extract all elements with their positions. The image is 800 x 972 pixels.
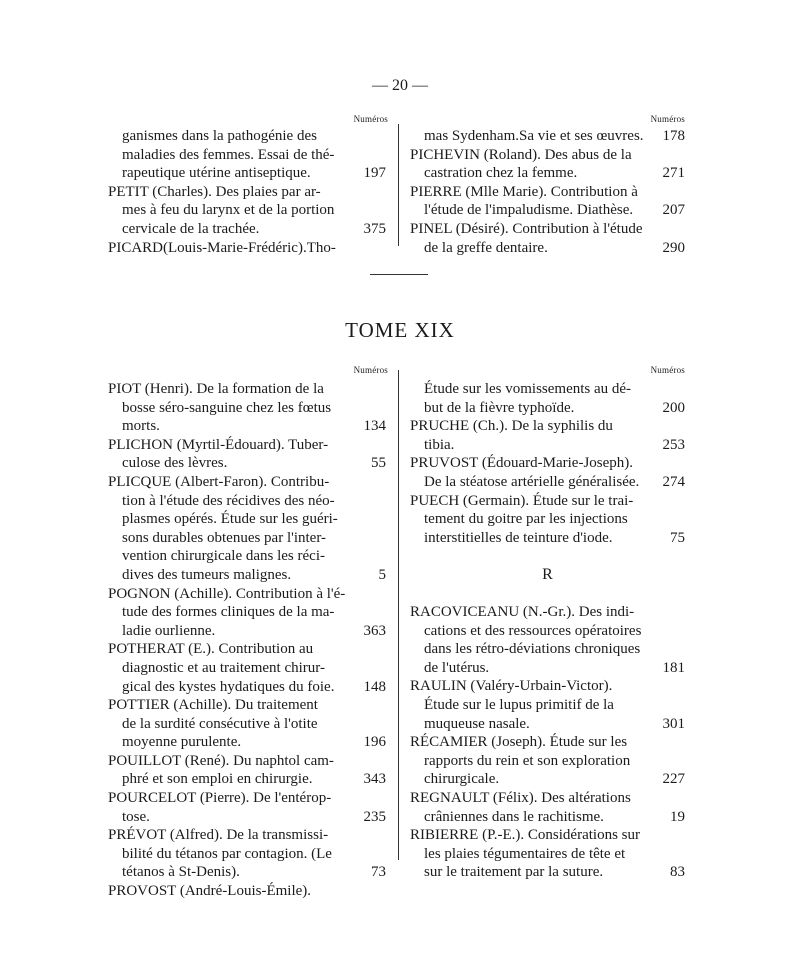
column-divider-main <box>398 370 399 860</box>
entry-number: 83 <box>670 864 685 881</box>
index-column-right-p <box>410 380 685 547</box>
entry-line: plasmes opérés. Étude sur les guéri- <box>122 511 338 528</box>
entry-line: RÉCAMIER (Joseph). Étude sur les <box>410 734 628 751</box>
entry-line: rapeutique utérine antiseptique. <box>122 165 311 182</box>
entry-line: PETIT (Charles). Des plaies par ar- <box>108 183 321 200</box>
entry-line: PLICQUE (Albert-Faron). Contribu- <box>108 473 330 490</box>
entry-number: 55 <box>371 455 386 472</box>
entry-number: 253 <box>662 436 685 453</box>
entry-line: PLICHON (Myrtil-Édouard). Tuber- <box>108 436 329 453</box>
section-separator <box>370 274 428 275</box>
entry-line: cations et des ressources opératoires <box>424 622 642 639</box>
entry-line: culose des lèvres. <box>122 455 228 472</box>
entry-line: tose. <box>122 808 150 825</box>
entry-number: 75 <box>670 529 685 546</box>
entry-line: cervicale de la trachée. <box>122 220 260 237</box>
entry-line: maladies des femmes. Essai de thé- <box>122 146 335 163</box>
entry-line: PRÉVOT (Alfred). De la transmissi- <box>108 827 329 844</box>
index-entry <box>108 826 386 882</box>
index-entry <box>410 603 685 677</box>
entry-line: dans les rétro-déviations chroniques <box>424 641 641 658</box>
entry-line: RIBIERRE (P.-E.). Considérations sur <box>410 827 640 844</box>
entry-line: PRUVOST (Édouard-Marie-Joseph). <box>410 455 634 472</box>
entry-line: morts. <box>122 418 160 435</box>
entry-line: PIOT (Henri). De la formation de la <box>108 381 324 397</box>
index-entry <box>410 492 685 548</box>
entry-number: 19 <box>670 808 685 825</box>
index-entry <box>108 752 386 789</box>
entry-line: moyenne purulente. <box>122 734 242 751</box>
entry-line: dives des tumeurs malignes. <box>122 566 292 583</box>
index-entry <box>108 127 386 183</box>
entry-line: POURCELOT (Pierre). De l'entérop- <box>108 790 332 807</box>
index-entry <box>108 380 386 436</box>
entry-line: tétanos à St-Denis). <box>122 864 240 881</box>
entry-line: les plaies tégumentaires de tête et <box>424 845 626 862</box>
index-entry <box>410 733 685 789</box>
index-column-right-r <box>410 603 685 882</box>
index-entry <box>108 789 386 826</box>
index-column-top-left <box>108 127 386 257</box>
index-entry <box>108 239 386 258</box>
index-entry <box>410 677 685 733</box>
index-entry <box>108 696 386 752</box>
entry-line: diagnostic et au traitement chirur- <box>122 659 325 676</box>
entry-line: sons durables obtenues par l'inter- <box>122 529 327 546</box>
index-entry <box>108 473 386 585</box>
entry-line: PROVOST (André-Louis-Émile). <box>108 883 312 900</box>
entry-line: ladie ourlienne. <box>122 622 216 639</box>
entry-number: 235 <box>363 808 386 825</box>
page-number: — 20 — <box>372 77 428 94</box>
entry-line: De la stéatose artérielle généralisée. <box>424 473 640 490</box>
index-entry <box>410 380 685 417</box>
entry-line: tude des formes cliniques de la ma- <box>122 604 335 621</box>
numeros-header-top-right: Numéros <box>650 114 685 124</box>
index-entry <box>108 585 386 641</box>
entry-line: PUECH (Germain). Étude sur le trai- <box>410 492 634 509</box>
index-entry <box>410 127 685 146</box>
entry-line: bilité du tétanos par contagion. (Le <box>122 845 332 862</box>
tome-title: TOME XIX <box>345 318 455 342</box>
section-letter-r: R <box>542 566 553 583</box>
entry-line: PICARD(Louis-Marie-Frédéric).Tho- <box>108 239 336 256</box>
index-entry <box>108 882 386 901</box>
entry-line: castration chez la femme. <box>424 165 578 182</box>
entry-number: 148 <box>363 678 386 695</box>
entry-line: tion à l'étude des récidives des néo- <box>122 492 335 509</box>
index-entry <box>108 640 386 696</box>
entry-number: 5 <box>378 566 386 583</box>
index-column-left <box>108 380 386 901</box>
entry-number: 181 <box>662 659 685 676</box>
entry-line: crâniennes dans le rachitisme. <box>424 808 604 825</box>
entry-number: 290 <box>662 239 685 256</box>
entry-number: 343 <box>363 771 386 788</box>
entry-line: bosse séro-sanguine chez les fœtus <box>122 399 332 416</box>
entry-number: 197 <box>363 165 386 182</box>
entry-line: de la greffe dentaire. <box>424 239 548 256</box>
index-entry <box>410 146 685 183</box>
entry-line: Étude sur les vomissements au dé- <box>424 381 632 397</box>
entry-line: vention chirurgicale dans les réci- <box>122 548 325 565</box>
entry-number: 134 <box>363 418 386 435</box>
entry-line: but de la fièvre typhoïde. <box>424 399 575 416</box>
entry-line: phré et son emploi en chirurgie. <box>122 771 313 788</box>
entry-line: interstitielles de teinture d'iode. <box>424 529 613 546</box>
entry-line: PIERRE (Mlle Marie). Contribution à <box>410 183 638 200</box>
entry-line: sur le traitement par la suture. <box>424 864 604 881</box>
entry-line: POTHERAT (E.). Contribution au <box>108 641 314 658</box>
entry-line: REGNAULT (Félix). Des altérations <box>410 789 631 806</box>
entry-line: PRUCHE (Ch.). De la syphilis du <box>410 418 613 435</box>
entry-line: gical des kystes hydatiques du foie. <box>122 678 335 695</box>
numeros-header-top-left: Numéros <box>353 114 388 124</box>
entry-line: l'étude de l'impaludisme. Diathèse. <box>424 202 634 219</box>
index-entry <box>108 436 386 473</box>
entry-line: PICHEVIN (Roland). Des abus de la <box>410 146 632 163</box>
entry-number: 363 <box>363 622 386 639</box>
entry-number: 375 <box>363 220 386 237</box>
entry-line: mes à feu du larynx et de la portion <box>122 202 335 219</box>
numeros-header-left: Numéros <box>353 365 388 375</box>
entry-line: rapports du rein et son exploration <box>424 752 631 769</box>
entry-line: de l'utérus. <box>424 659 490 676</box>
index-entry <box>410 183 685 220</box>
entry-line: RAULIN (Valéry-Urbain-Victor). <box>410 678 613 695</box>
entry-line: de la surdité consécutive à l'otite <box>122 715 318 732</box>
entry-number: 178 <box>662 128 685 144</box>
entry-line: POUILLOT (René). Du naphtol cam- <box>108 752 334 769</box>
index-entry <box>410 826 685 882</box>
entry-line: POGNON (Achille). Contribution à l'é- <box>108 585 346 602</box>
numeros-header-right: Numéros <box>650 365 685 375</box>
index-entry <box>108 183 386 239</box>
entry-number: 73 <box>371 864 386 881</box>
entry-number: 301 <box>662 715 685 732</box>
entry-line: POTTIER (Achille). Du traitement <box>108 697 318 714</box>
index-entry <box>410 454 685 491</box>
entry-line: ganismes dans la pathogénie des <box>122 128 317 144</box>
entry-line: chirurgicale. <box>424 771 500 788</box>
entry-number: 271 <box>662 165 685 182</box>
column-divider-top <box>398 124 399 246</box>
entry-line: mas Sydenham.Sa vie et ses œuvres. <box>424 128 644 144</box>
index-entry <box>410 220 685 257</box>
index-entry <box>410 789 685 826</box>
entry-line: tement du goitre par les injections <box>424 511 628 528</box>
entry-line: Étude sur le lupus primitif de la <box>424 696 614 713</box>
entry-number: 274 <box>662 473 685 490</box>
entry-number: 227 <box>662 771 685 788</box>
entry-line: PINEL (Désiré). Contribution à l'étude <box>410 220 643 237</box>
entry-number: 207 <box>662 202 685 219</box>
entry-line: tibia. <box>424 436 455 453</box>
entry-line: RACOVICEANU (N.-Gr.). Des indi- <box>410 604 635 620</box>
entry-number: 196 <box>363 734 386 751</box>
entry-line: muqueuse nasale. <box>424 715 530 732</box>
entry-number: 200 <box>662 399 685 416</box>
index-entry <box>410 417 685 454</box>
index-column-top-right <box>410 127 685 257</box>
